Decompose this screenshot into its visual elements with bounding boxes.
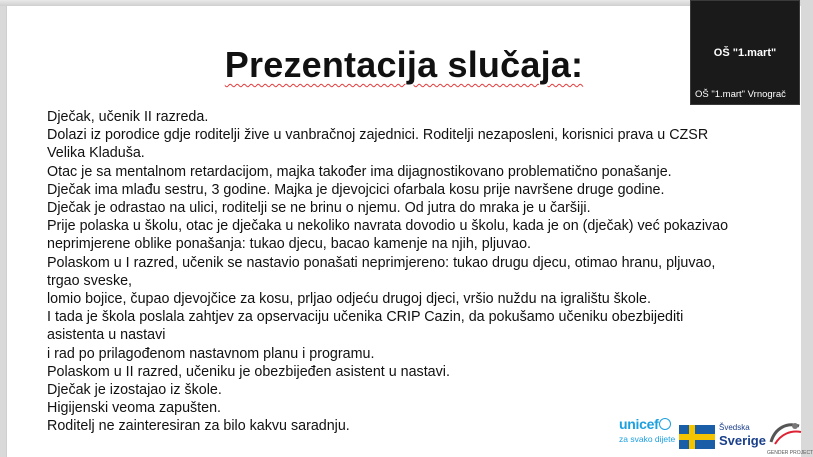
gender-project-logo bbox=[765, 418, 813, 456]
slide-body-line: Dolazi iz porodice gdje roditelji žive u vanbračnoj zajednici. Roditelji nezaposleni, korisnici prava u CZSR bbox=[47, 127, 709, 144]
slide-body-line: lomio bojice, čupao djevojčice za kosu, prljao odjeću drugoj djeci, vršio nuždu na igralištu škole. bbox=[47, 291, 651, 308]
slide-body-line: Velika Kladuša. bbox=[47, 145, 145, 162]
participant-label: OŠ "1.mart" Vrnograč bbox=[695, 89, 786, 100]
slide-body-line: Dječak je odrastao na ulici, roditelji se ne brinu o njemu. Od jutra do mraka je u čaršiji. bbox=[47, 200, 591, 217]
slide-body-line: Dječak, učenik II razreda. bbox=[47, 109, 209, 125]
slide-body bbox=[47, 108, 767, 436]
unicef-logo bbox=[619, 416, 681, 444]
slide-body-line: asistenta u nastavi bbox=[47, 327, 166, 344]
slide-title-text: Prezentacija slučaja: bbox=[224, 44, 584, 85]
slide-body-line: i rad po prilagođenom nastavnom planu i programu. bbox=[47, 345, 375, 362]
sverige-logo bbox=[719, 423, 766, 448]
unicef-globe-icon bbox=[659, 418, 671, 430]
slide-body-line: neprimjerene oblike ponašanja: tukao djecu, bacao kamenje na njih, pljuvao. bbox=[47, 236, 532, 253]
slide-body-line: Prije polaska u školu, otac je dječaka u nekoliko navrata dovodio u školu, kada je on (dječak) već pokazivao bbox=[47, 218, 729, 235]
slide-body-line: Roditelj ne zainteresiran za bilo kakvu saradnju. bbox=[47, 418, 350, 435]
unicef-wordmark: unicef bbox=[619, 416, 659, 432]
slide-body-line: Polaskom u II razred, učeniku je obezbijeđen asistent u nastavi. bbox=[47, 363, 450, 380]
unicef-tagline: za svako dijete bbox=[619, 434, 676, 444]
gender-project-emblem-icon bbox=[765, 418, 805, 448]
participant-video-tile[interactable] bbox=[690, 0, 800, 105]
slide-body-line: Dječak je izostajao iz škole. bbox=[47, 382, 222, 399]
gender-project-text: GENDER PROJECT bbox=[767, 450, 813, 456]
sverige-small-text: Švedska bbox=[719, 423, 750, 432]
sweden-flag-icon bbox=[679, 425, 715, 449]
slide-title bbox=[7, 44, 801, 86]
participant-name: OŠ "1.mart" bbox=[713, 47, 777, 59]
slide-body-line: Polaskom u I razred, učenik se nastavio ponašati neprimjereno: tukao drugu djecu, otimao hranu, pljuvao, bbox=[47, 254, 716, 271]
slide-body-line: Dječak ima mlađu sestru, 3 godine. Majka je djevojcici ofarbala kosu prije navršene druge godine. bbox=[47, 181, 665, 198]
slide-body-line: Higijenski veoma zapušten. bbox=[47, 400, 222, 417]
slide-body-line: Otac je sa mentalnom retardacijom, majka također ima dijagnostikovano problematično ponašanje. bbox=[47, 163, 672, 180]
slide-body-line: I tada je škola poslala zahtjev za opservaciju učenika CRIP Cazin, da pokušamo učeniku obezbijediti bbox=[47, 309, 684, 326]
slide-body-line: trgao sveske, bbox=[47, 272, 133, 289]
presentation-slide bbox=[6, 6, 813, 457]
sverige-wordmark: Sverige bbox=[719, 433, 766, 448]
